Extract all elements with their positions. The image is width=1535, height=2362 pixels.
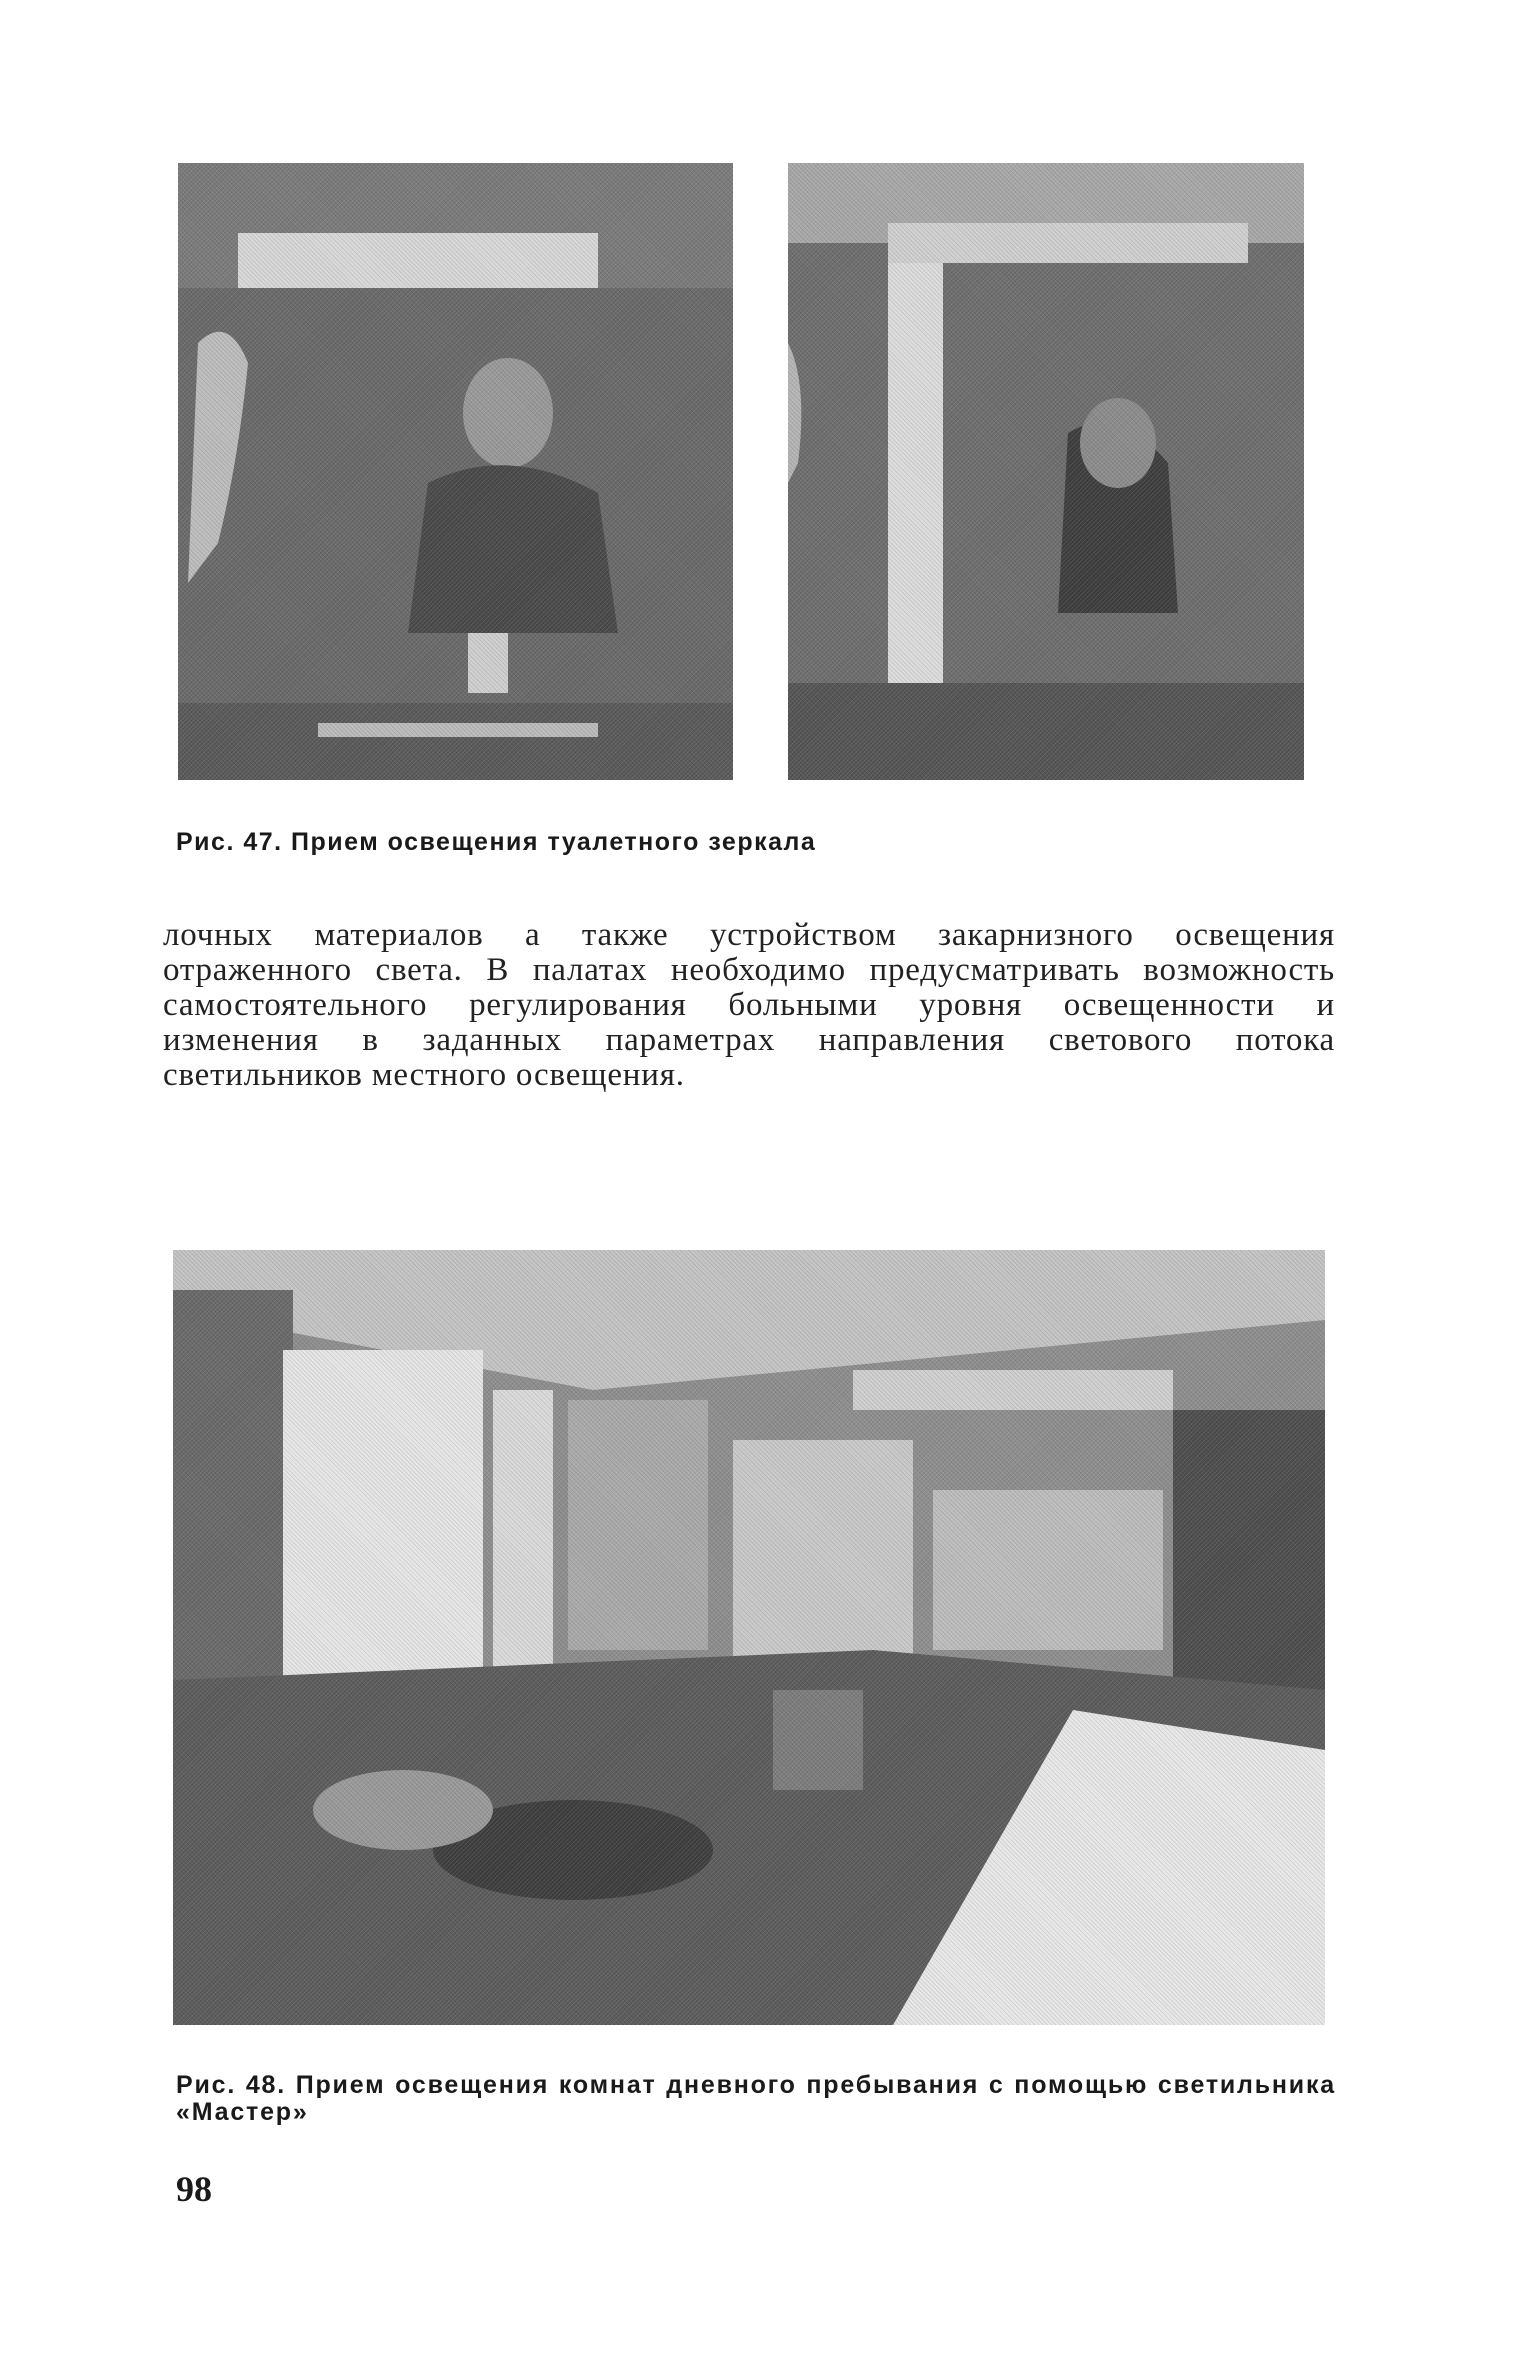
figure-47-photo-right — [788, 163, 1304, 780]
page-number: 98 — [176, 2169, 212, 2209]
figure-48-photo — [173, 1250, 1325, 2025]
figure-47-caption: Рис. 47. Прием освещения туалетного зеркала — [176, 828, 817, 856]
figure-48-caption: Рис. 48. Прием освещения комнат дневного пребывания с помощью светильника «Мастер» — [176, 2071, 1336, 2126]
body-paragraph: лочных материалов а также устройством закарнизного освещения отраженного света. В палатах необходимо предусматривать возможность самостоятельного регулирования больными уровня освещенности и изменения в заданных параметрах направления светового потока светильников местного освещения. — [163, 917, 1335, 1093]
figure-47-photo-left — [178, 163, 733, 780]
